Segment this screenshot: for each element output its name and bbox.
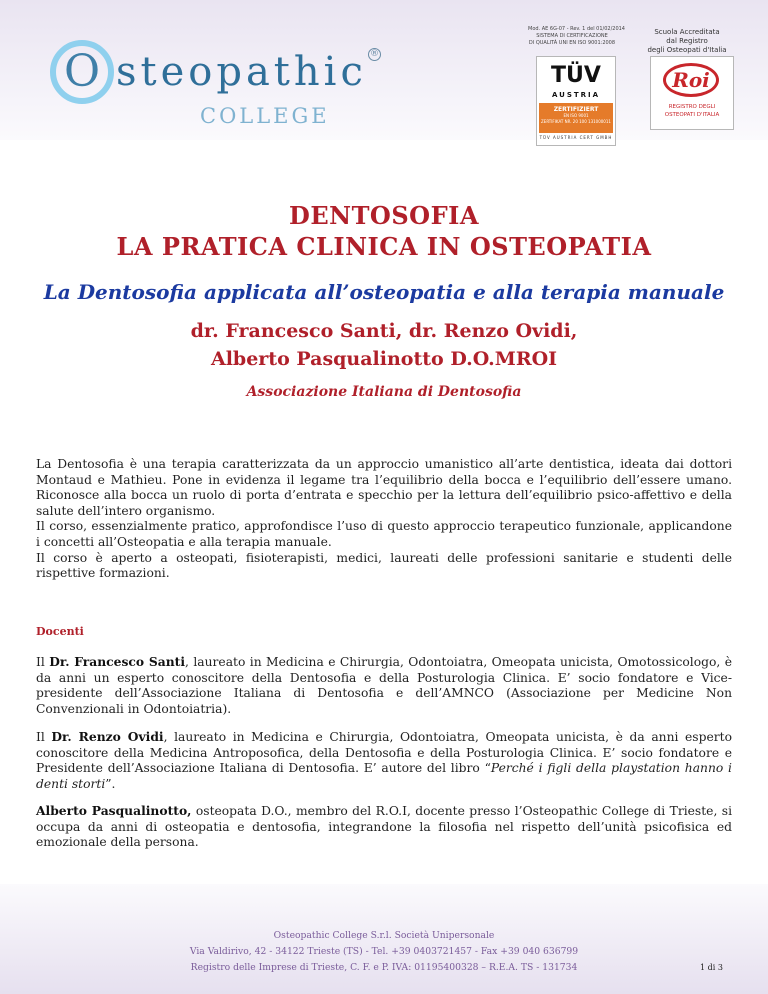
subtitle: La Dentosofia applicata all’osteopatia e alla terapia manuale: [43, 280, 725, 304]
authors-line-2: Alberto Pasqualinotto D.O.MROI: [210, 348, 558, 370]
footer-company: Osteopathic College S.r.l. Società Unipersonale: [273, 930, 495, 941]
intro-text: [36, 457, 732, 582]
tuv-austria-badge: TÜV AUSTRIA ZERTIFIZIERT EN ISO 9001 ZERTIFIKAT NR. 20 100 131000011 TÜV AUSTRIA CERT GMBH: [536, 56, 616, 146]
page-number: 1 di 3: [700, 963, 723, 972]
intro-paragraph: Il corso è aperto a osteopati, fisioterapisti, medici, laureati delle professioni sanitarie e studenti delle rispettive formazioni.: [36, 550, 732, 581]
osteopathic-college-logo: [50, 40, 379, 140]
logo-college: COLLEGE: [200, 104, 330, 128]
book-title: Perché i figli della playstation hanno i denti storti: [36, 761, 732, 791]
certification-text: Mod. AE 6G-07 - Rev. 1 del 01/02/2014 SISTEMA DI CERTIFICAZIONE DI QUALITÀ UNI EN ISO 9001:2008: [528, 26, 625, 46]
roi-badge: Roi REGISTRO DEGLI OSTEOPATI D'ITALIA: [650, 56, 734, 130]
roi-accreditation-text: Scuola Accreditata dal Registro degli Osteopati d'Italia: [647, 28, 727, 54]
footer: [0, 928, 768, 976]
docente-ovidi: Il Dr. Renzo Ovidi, laureato in Medicina e Chirurgia, Odontoiatra, Omeopata unicista, è da anni esperto conoscitore della Medicina Antroposofica, della Dentosofia e della Posturologia Clinica. E’ socio fondatore e Presidente dell’Associazione Italiana di Dentosofia. E’ autore del libro “Perché i figli della playstation hanno i denti storti”.: [36, 729, 732, 791]
docente-name: Dr. Francesco Santi: [49, 654, 186, 669]
logo-wordmark: steopathic: [116, 49, 367, 95]
title-line-1: DENTOSOFIA: [289, 201, 479, 230]
intro-paragraph: Il corso, essenzialmente pratico, approfondisce l’uso di questo approccio terapeutico funzionale, applicandone i concetti all’Osteopatia e alla terapia manuale.: [36, 519, 732, 549]
docenti-heading: Docenti: [36, 625, 84, 638]
intro-paragraph: La Dentosofia è una terapia caratterizzata da un approccio umanistico all’arte dentistica, ideata dai dottori Montaud e Mathieu. Pone in evidenza il legame tra l’equilibrio della bocca e l’equilibrio dell’essere umano. Riconosce alla bocca un ruolo di porta d’entrata e specchio per la lettura dell’equilibrio psico-affettivo e della salute dell’intero organismo.: [36, 457, 732, 518]
association-name: Associazione Italiana di Dentosofia: [246, 384, 522, 400]
logo-o-mark: O: [50, 40, 114, 104]
docente-santi: Il Dr. Francesco Santi, laureato in Medicina e Chirurgia, Odontoiatra, Omeopata unicista, Omotossicologo, è da anni un esperto conoscitore della Dentosofia e della Posturologia Clinica. E’ socio fondatore e Vice-presidente dell’Associazione Italiana di Dentosofia e dell’AMNCO (Associazione per Medicine Non Convenzionali in Odontoiatria).: [36, 654, 732, 716]
title-line-2: LA PRATICA CLINICA IN OSTEOPATIA: [116, 232, 652, 261]
docente-pasqualinotto: Alberto Pasqualinotto, osteopata D.O., membro del R.O.I, docente presso l’Osteopathic College di Trieste, si occupa da anni di osteopatia e dentosofia, integrandone la filosofia nel rispetto dell’unità psicofisica ed emozionale della persona.: [36, 803, 733, 850]
roi-logo-mark: Roi: [663, 63, 719, 97]
docente-name: Dr. Renzo Ovidi: [51, 729, 164, 744]
footer-address: Via Valdirivo, 42 - 34122 Trieste (TS) - Tel. +39 0403721457 - Fax +39 040 636799: [189, 946, 579, 957]
registered-mark: ®: [370, 49, 379, 59]
footer-registry: Registro delle Imprese di Trieste, C. F. e P. IVA: 01195400328 – R.E.A. TS - 131734: [190, 962, 578, 973]
docente-name: Alberto Pasqualinotto,: [36, 803, 192, 818]
authors-line-1: dr. Francesco Santi, dr. Renzo Ovidi,: [190, 320, 578, 342]
tuv-certified-panel: ZERTIFIZIERT EN ISO 9001 ZERTIFIKAT NR. 20 100 131000011: [539, 103, 613, 133]
